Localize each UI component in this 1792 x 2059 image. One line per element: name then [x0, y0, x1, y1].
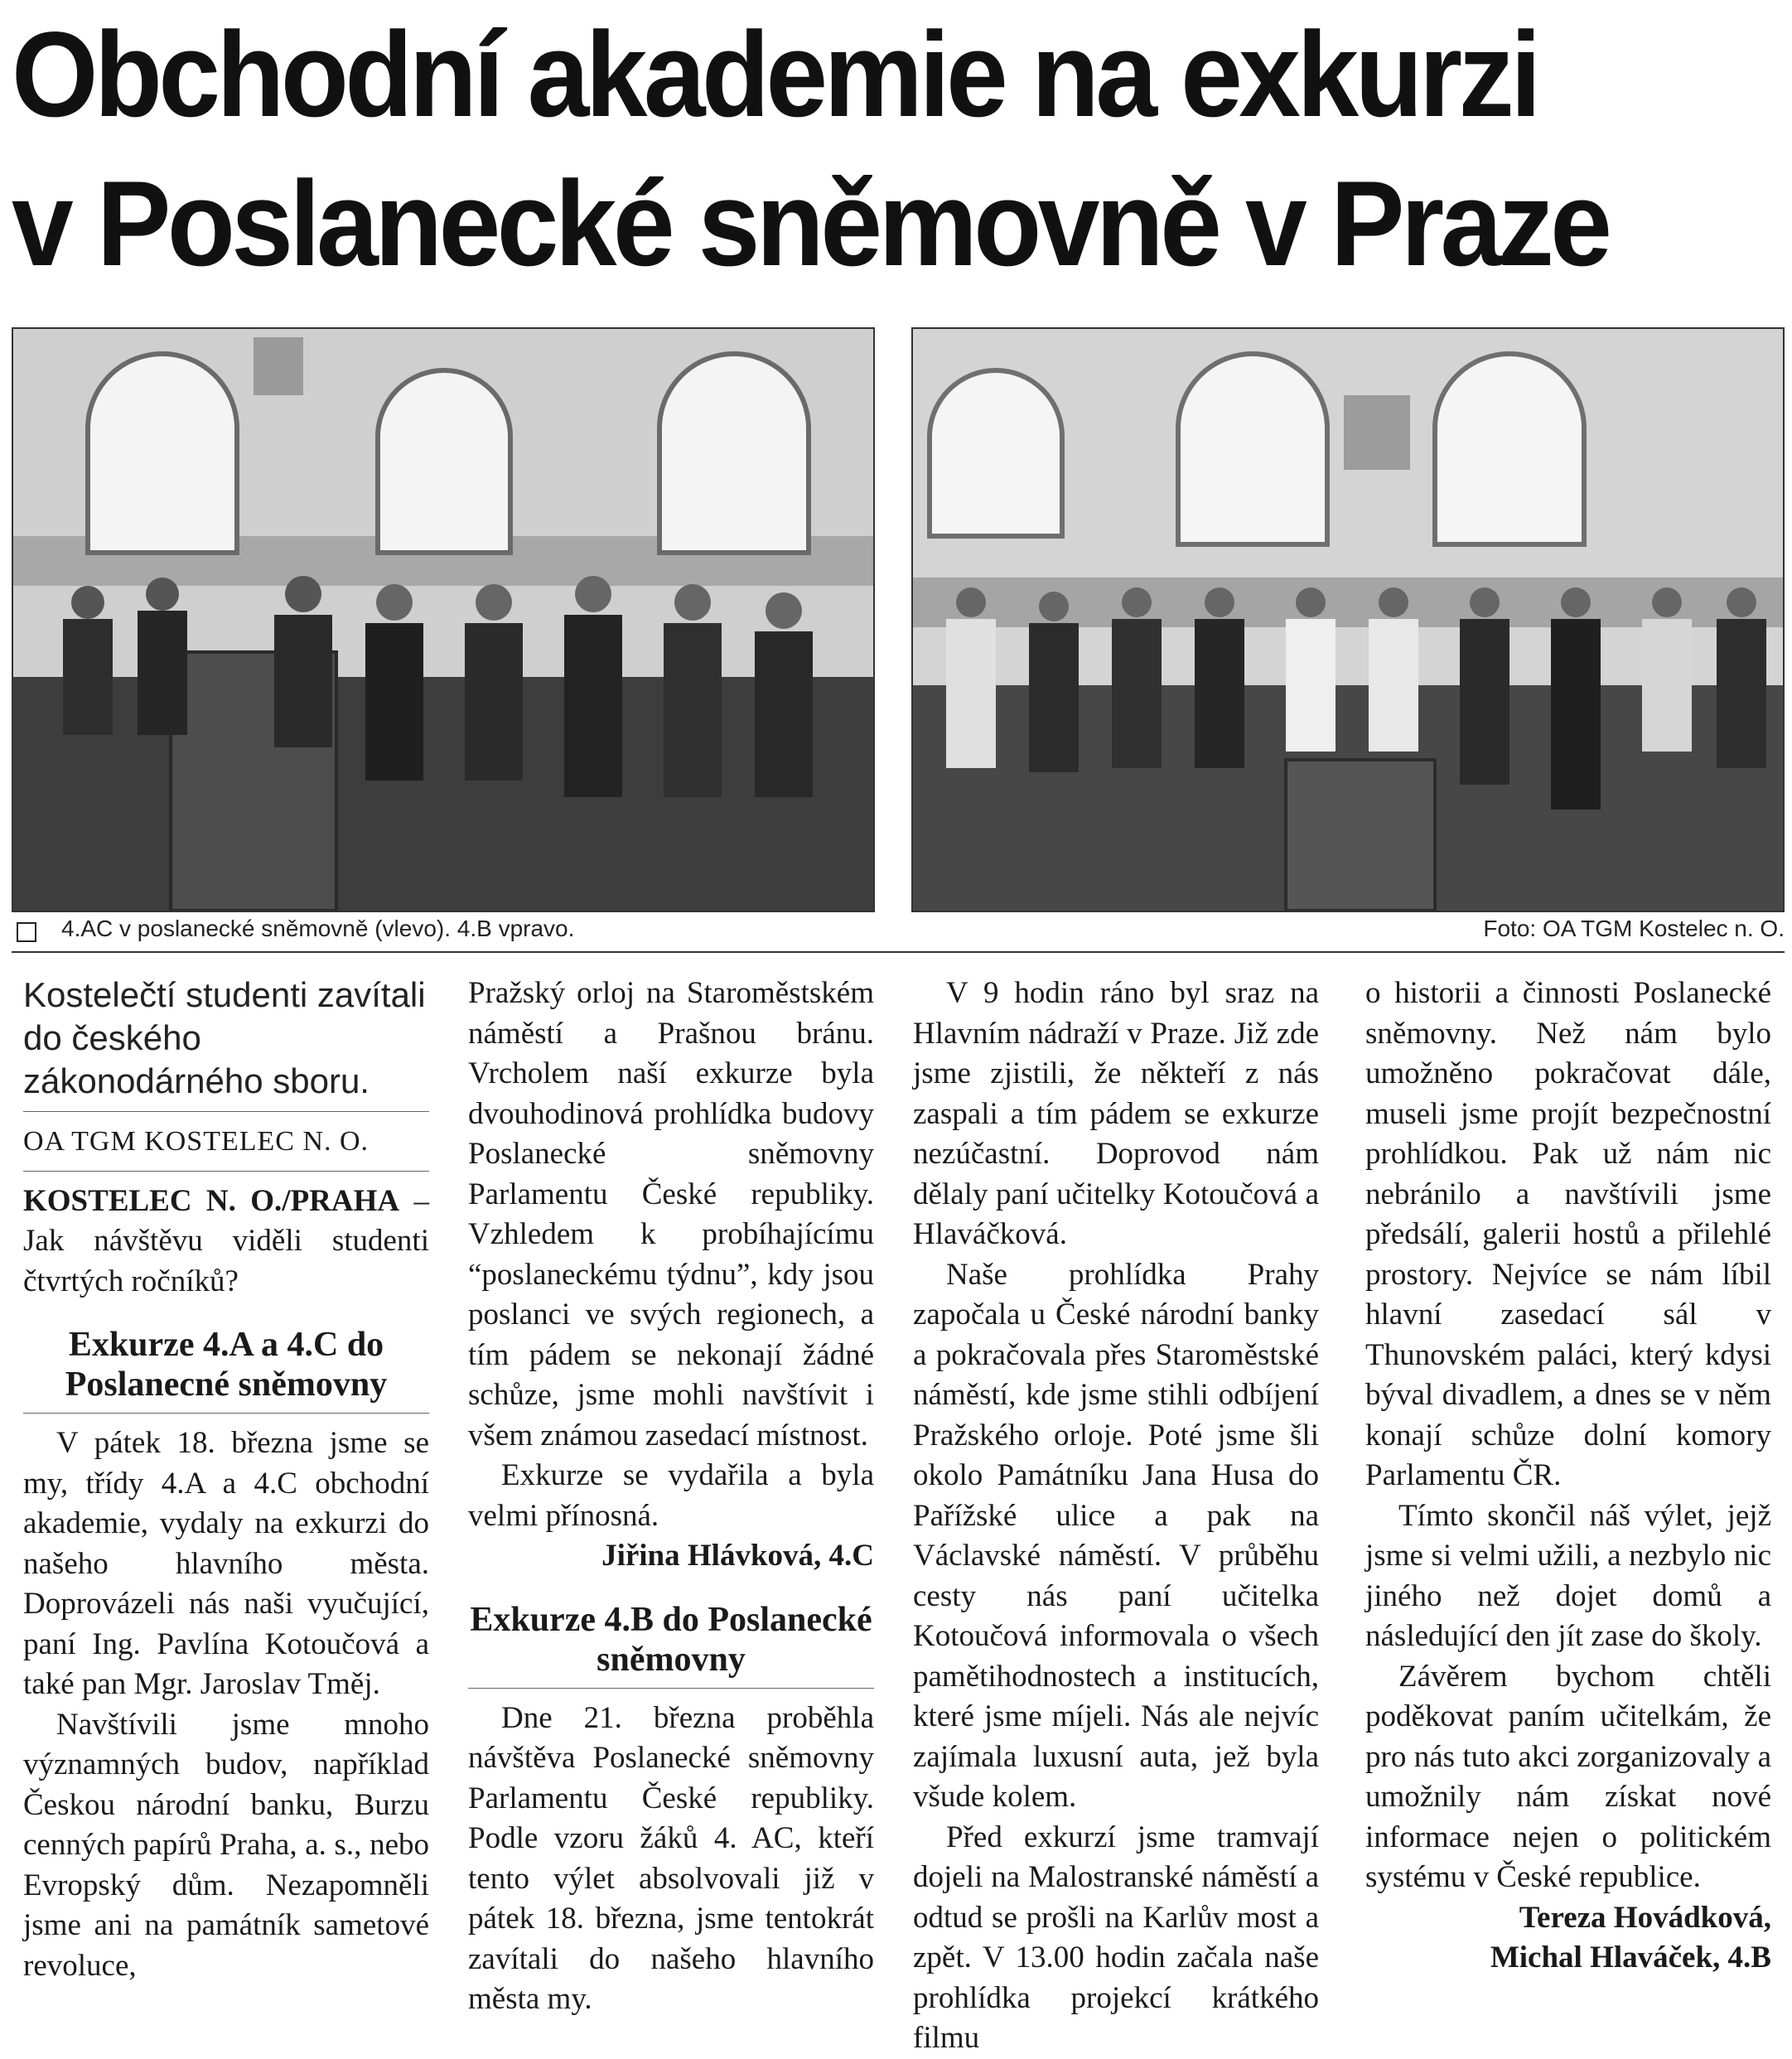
column-2: [468, 974, 874, 2020]
section-1-paragraph: Navštívili jsme mnoho významných budov, například Českou národní banku, Burzu cenných papírů Praha, a. s., nebo Evropský dům. Nezapomněli jsme ani na památník sametové revoluce,: [23, 1707, 429, 1983]
intro-text: – Jak návštěvu viděli studenti čtvrtých ročníků?: [23, 1183, 429, 1298]
group-photo-4ac-icon: [13, 329, 873, 911]
divider: [468, 1688, 874, 1689]
intro-paragraph: [23, 1182, 429, 1303]
section-1-paragraph: Exkurze se vydařila a byla velmi přínosná.: [468, 1458, 874, 1533]
section-2-signature-line-1: Tereza Hovádková,: [1519, 1900, 1771, 1935]
source-byline: OA TGM KOSTELEC N. O.: [23, 1126, 370, 1157]
headline-line-2: v Poslanecké sněmovně v Praze: [12, 156, 1609, 291]
caption-rule: [12, 951, 1785, 953]
lead-text: Kostelečtí studenti zavítali do českého zákonodárného sboru.: [23, 975, 426, 1100]
photo-caption-row: [12, 916, 1785, 949]
divider: [23, 1171, 429, 1172]
section-2-paragraph: Závěrem bychom chtěli poděkovat paním učitelkám, že pro nás tuto akci zorganizovaly a umožnily nám získat nové informace nejen o politickém systému v České republice.: [1365, 1659, 1771, 1894]
section-2-paragraph: V 9 hodin ráno byl sraz na Hlavním nádraží v Praze. Již zde jsme zjistili, že někteří z nás zaspali a tím pádem se exkurze nezúčastní. Doprovod nám dělaly paní učitelky Kotoučová a Hlaváčková.: [913, 976, 1319, 1251]
divider: [23, 1111, 429, 1112]
section-1-heading: Exkurze 4.A a 4.C do Poslanecné sněmovny: [65, 1326, 388, 1404]
photo-4b-group: [911, 327, 1785, 912]
section-2-signature-line-2: Michal Hlaváček, 4.B: [1490, 1941, 1771, 1974]
section-1-paragraph: V pátek 18. března jsme se my, třídy 4.A a 4.C obchodní akademie, vydaly na exkurzi do našeho hlavního města. Doprovázeli nás naši vyučující, paní Ing. Pavlína Kotoučová a také pan Mgr. Jaroslav Tměj.: [23, 1426, 429, 1701]
section-2-paragraph: Tímto skončil náš výlet, jejž jsme si velmi užili, a nezbylo nic jiného než dojet domů a následující den jít zase do školy.: [1365, 1498, 1771, 1653]
photo-caption: 4.AC v poslanecké sněmovně (vlevo). 4.B vpravo.: [61, 916, 575, 941]
divider: [23, 1413, 429, 1414]
checkbox-square-icon: [17, 922, 36, 942]
photo-credit: Foto: OA TGM Kostelec n. O.: [1483, 916, 1785, 941]
photo-4ac-group: [12, 327, 875, 912]
section-1-paragraph-continued: Pražský orloj na Staroměstském náměstí a Prašnou bránu. Vrcholem naší exkurze byla dvouhodinová prohlídka budovy Poslanecké sněmovny Parlamentu České republiky. Vzhledem k probíhajícímu “poslaneckému týdnu”, kdy jsou poslanci ve svých regionech, a tím pádem se nekonají žádné schůze, jsme mohli navštívit i všem známou zasedací místnost.: [468, 976, 874, 1452]
section-2-paragraph: Před exkurzí jsme tramvají dojeli na Malostranské náměstí a odtud se prošli na Karlův most a zpět. V 13.00 hodin začala naše prohlídka projekcí krátkého filmu: [913, 1820, 1319, 2055]
group-photo-4b-icon: [913, 329, 1783, 911]
section-2-paragraph: Dne 21. března proběhla návštěva Poslanecké sněmovny Parlamentu České republiky. Podle vzoru žáků 4. AC, kteří tento výlet absolvovali již v pátek 18. března, jsme tentokrát zavítali do našeho hlavního města my.: [468, 1700, 874, 2016]
column-4: [1365, 974, 1771, 1979]
headline: [12, 0, 1643, 298]
section-2-paragraph-continued: o historii a činnosti Poslanecké sněmovny. Než nám bylo umožněno pokračovat dále, museli jsme projít bezpečnostní prohlídkou. Pak už nám nic nebránilo a navštívili jsme předsálí, galerii hostů a přilehlé prostory. Nejvíce se nám líbil hlavní zasedací sál v Thunovském paláci, který kdysi býval divadlem, a dnes se v něm konají schůze dolní komory Parlamentu ČR.: [1365, 976, 1771, 1492]
section-2-heading: Exkurze 4.B do Poslanecké sněmovny: [470, 1600, 872, 1679]
column-1: [23, 974, 429, 1986]
headline-line-1: Obchodní akademie na exkurzi: [12, 7, 1538, 142]
dateline: KOSTELEC N. O./PRAHA: [23, 1183, 400, 1218]
section-2-paragraph: Naše prohlídka Prahy započala u České národní banky a pokračovala přes Staroměstské náměstí, kde jsme stihli odbíjení Pražského orloje. Poté jsme šli okolo Památníku Jana Husa do Pařížské ulice a pak na Václavské náměstí. V průběhu cesty nás paní učitelka Kotoučová informovala o všech pamětihodnostech a institucích, které jsme míjeli. Nás ale nejvíc zajímala luxusní auta, jež byla všude kolem.: [913, 1257, 1319, 1814]
section-1-signature: Jiřina Hlávková, 4.C: [601, 1539, 874, 1573]
column-3: [913, 974, 1319, 2059]
